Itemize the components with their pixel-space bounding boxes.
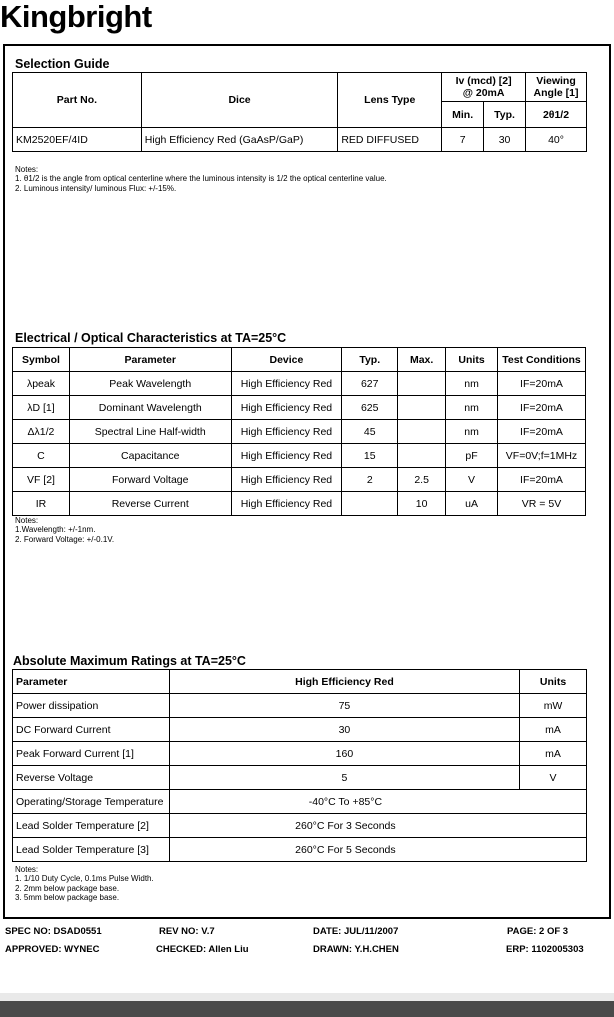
note-line: 1. 1/10 Duty Cycle, 0.1ms Pulse Width. [15,874,154,884]
note-line: 2. Luminous intensity/ luminous Flux: +/-15%. [15,183,177,193]
note-line: Notes: [15,165,39,174]
cell-value: 5 [169,766,519,790]
rev-no: REV NO: V.7 [159,926,215,937]
cell-max [398,444,446,468]
cell-parameter: Forward Voltage [69,468,231,492]
cell-parameter: Spectral Line Half-width [69,420,231,444]
note-line: 1. θ1/2 is the angle from optical centerline where the luminous intensity is 1/2 the optical centerline value. [15,174,387,184]
absolute-table [12,669,587,862]
header-viewing [526,73,587,102]
cell-max [398,372,446,396]
note-line: 2. Forward Voltage: +/-0.1V. [15,534,115,544]
cell-parameter: DC Forward Current [13,718,170,742]
page-edge [0,993,614,1001]
cell-units: mA [520,742,587,766]
drawn: DRAWN: Y.H.CHEN [313,944,399,955]
header-iv-sub: @ 20mA [462,87,505,99]
cell-value: 160 [169,742,519,766]
note-line: Notes: [15,516,39,525]
cell-device: High Efficiency Red [231,468,342,492]
header-iv [442,73,526,102]
header-parameter: Parameter [69,348,231,372]
header-lens-type: Lens Type [338,73,442,128]
cell-device: High Efficiency Red [231,396,342,420]
header-viewing-label: Viewing [536,75,576,87]
cell-parameter: Lead Solder Temperature [3] [13,838,170,862]
cell-device: High Efficiency Red [231,492,342,516]
table-row [13,468,586,492]
electrical-header-row [13,348,586,372]
cell-test: IF=20mA [498,372,586,396]
cell-test: VR = 5V [498,492,586,516]
cell-symbol: Δλ1/2 [13,420,70,444]
table-row [13,396,586,420]
selection-guide-notes [15,165,387,193]
cell-parameter: Power dissipation [13,694,170,718]
cell-value: -40°C To +85°C [169,790,586,814]
note-line: 3. 5mm below package base. [15,893,120,903]
electrical-table [12,347,586,516]
spec-no: SPEC NO: DSAD0551 [5,926,102,937]
table-row [13,838,587,862]
header-viewing-sub: Angle [1] [533,87,579,99]
header-typ: Typ. [484,102,526,128]
header-test-conditions: Test Conditions [498,348,586,372]
cell-typ: 627 [342,372,398,396]
header-parameter: Parameter [13,670,170,694]
table-row [13,814,587,838]
cell-typ: 15 [342,444,398,468]
cell-units: uA [446,492,498,516]
table-row [13,718,587,742]
approved: APPROVED: WYNEC [5,944,100,955]
selection-guide-table [12,72,587,152]
cell-units: V [520,766,587,790]
cell-units: V [446,468,498,492]
selection-guide-title: Selection Guide [15,57,110,71]
header-dice: Dice [141,73,338,128]
table-row [13,492,586,516]
cell-iv-typ: 30 [484,128,526,152]
header-min: Min. [442,102,484,128]
cell-test: IF=20mA [498,468,586,492]
cell-units: nm [446,420,498,444]
cell-units: nm [446,372,498,396]
cell-value: 260°C For 3 Seconds [169,814,586,838]
cell-max [398,420,446,444]
cell-typ: 625 [342,396,398,420]
note-line: 1.Wavelength: +/-1nm. [15,525,96,535]
cell-parameter: Reverse Current [69,492,231,516]
cell-symbol: λpeak [13,372,70,396]
erp: ERP: 1102005303 [506,944,584,955]
cell-test: IF=20mA [498,420,586,444]
cell-units: pF [446,444,498,468]
note-line: Notes: [15,865,39,874]
table-row [13,790,587,814]
table-row [13,742,587,766]
header-typ: Typ. [342,348,398,372]
cell-typ: 2 [342,468,398,492]
cell-device: High Efficiency Red [231,372,342,396]
cell-max: 10 [398,492,446,516]
cell-value: 260°C For 5 Seconds [169,838,586,862]
electrical-title: Electrical / Optical Characteristics at TA=25°C [15,331,287,345]
viewer-bottom-bar [0,1001,614,1017]
cell-parameter: Dominant Wavelength [69,396,231,420]
cell-symbol: IR [13,492,70,516]
cell-parameter: Lead Solder Temperature [2] [13,814,170,838]
cell-lens-type: RED DIFFUSED [338,128,442,152]
cell-device: High Efficiency Red [231,420,342,444]
cell-parameter: Peak Wavelength [69,372,231,396]
header-units: Units [520,670,587,694]
cell-device: High Efficiency Red [231,444,342,468]
cell-units: mW [520,694,587,718]
cell-dice: High Efficiency Red (GaAsP/GaP) [141,128,338,152]
absolute-notes [15,865,154,903]
cell-parameter: Operating/Storage Temperature [13,790,170,814]
absolute-header-row [13,670,587,694]
cell-max [398,396,446,420]
table-row [13,694,587,718]
cell-value: 30 [169,718,519,742]
table-row [13,420,586,444]
cell-typ: 45 [342,420,398,444]
header-device: Device [231,348,342,372]
header-half-angle: 2θ1/2 [526,102,587,128]
cell-units: mA [520,718,587,742]
cell-units: nm [446,396,498,420]
cell-max: 2.5 [398,468,446,492]
absolute-title: Absolute Maximum Ratings at TA=25°C [13,654,246,668]
header-units: Units [446,348,498,372]
header-symbol: Symbol [13,348,70,372]
cell-test: IF=20mA [498,396,586,420]
cell-part-no: KM2520EF/4ID [13,128,142,152]
cell-test: VF=0V;f=1MHz [498,444,586,468]
electrical-notes [15,516,114,544]
cell-iv-min: 7 [442,128,484,152]
cell-typ [342,492,398,516]
header-device: High Efficiency Red [169,670,519,694]
cell-symbol: C [13,444,70,468]
note-line: 2. 2mm below package base. [15,883,120,893]
cell-parameter: Peak Forward Current [1] [13,742,170,766]
cell-parameter: Capacitance [69,444,231,468]
checked: CHECKED: Allen Liu [156,944,249,955]
cell-symbol: VF [2] [13,468,70,492]
brand-logo: Kingbright [0,0,152,34]
cell-symbol: λD [1] [13,396,70,420]
table-row [13,766,587,790]
header-part-no: Part No. [13,73,142,128]
table-row [13,372,586,396]
cell-angle: 40° [526,128,587,152]
header-max: Max. [398,348,446,372]
cell-parameter: Reverse Voltage [13,766,170,790]
cell-value: 75 [169,694,519,718]
page-number: PAGE: 2 OF 3 [507,926,569,937]
header-iv-label: Iv (mcd) [2] [455,75,512,87]
table-row [13,444,586,468]
date: DATE: JUL/11/2007 [313,926,399,937]
